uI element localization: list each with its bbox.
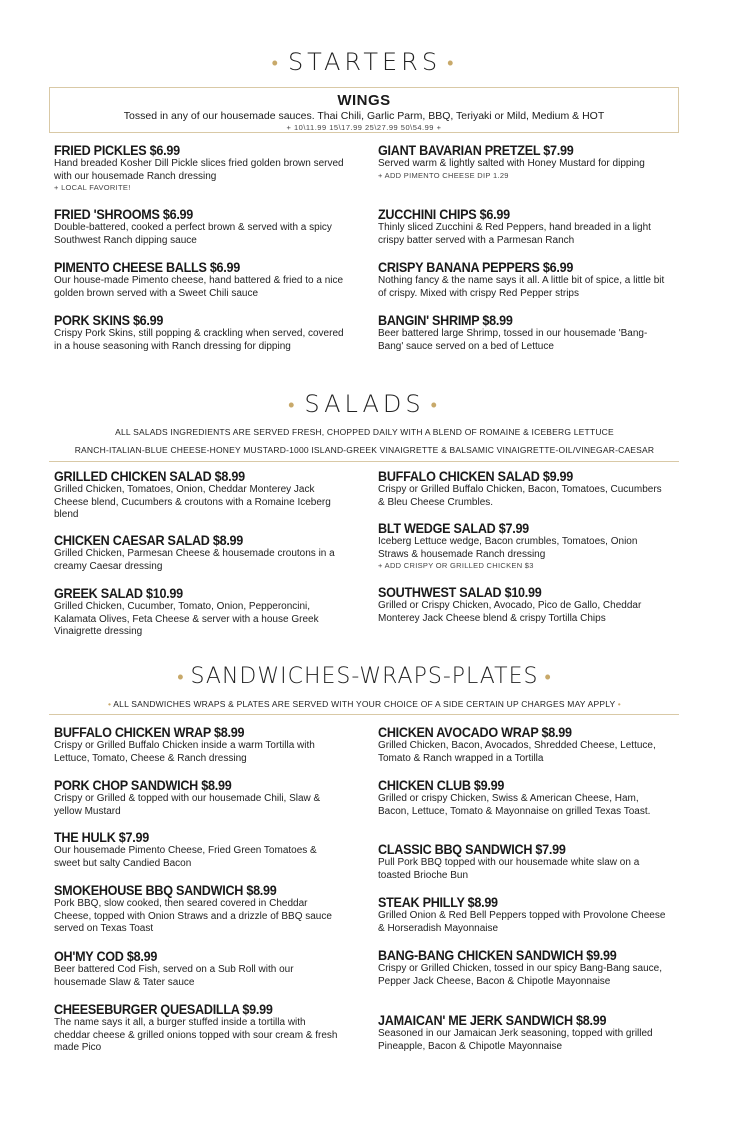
menu-item: [54, 777, 344, 818]
item-description: Crispy or Grilled Buffalo Chicken inside a warm Tortilla with Lettuce, Tomato, Cheese & Ranch dressing: [54, 740, 315, 764]
gold-dot-icon: •: [108, 699, 112, 709]
item-description: Grilled Onion & Red Bell Peppers topped with Provolone Cheese & Horseradish Mayonnaise: [378, 910, 666, 934]
item-description: Iceberg Lettuce wedge, Bacon crumbles, Tomatoes, Onion Straws & housemade Ranch dressing: [378, 536, 638, 560]
menu-item: [54, 829, 344, 870]
item-name: SMOKEHOUSE BBQ SANDWICH $8.99: [54, 882, 277, 898]
item-description: Beer battered large Shrimp, tossed in our housemade 'Bang-Bang' sauce served on a bed of Lettuce: [378, 328, 648, 352]
divider: [49, 714, 679, 715]
starters-title: STARTERS: [287, 48, 442, 76]
sandwiches-heading: [0, 664, 729, 689]
menu-item: [378, 259, 668, 300]
menu-item: [54, 882, 344, 936]
item-name: CHICKEN AVOCADO WRAP $8.99: [378, 724, 572, 740]
divider: [49, 461, 679, 462]
item-description: Double-battered, cooked a perfect brown & served with a spicy Southwest Ranch dipping sauce: [54, 222, 332, 246]
item-description: Crispy or Grilled Buffalo Chicken, Bacon, Tomatoes, Cucumbers & Bleu Cheese Crumbles.: [378, 484, 662, 508]
menu-item: [54, 1001, 344, 1055]
menu-item: [378, 142, 668, 181]
item-name: PIMENTO CHEESE BALLS $6.99: [54, 259, 241, 275]
item-name: CHICKEN CLUB $9.99: [378, 777, 505, 793]
wings-title: WINGS: [337, 92, 391, 109]
wings-description: Tossed in any of our housemade sauces. Thai Chili, Garlic Parm, BBQ, Teriyaki or Mild, Medium & HOT: [123, 110, 605, 122]
item-name: THE HULK $7.99: [54, 829, 149, 845]
item-name: BANGIN' SHRIMP $8.99: [378, 312, 513, 328]
menu-item: [378, 312, 668, 353]
item-description: Crispy or Grilled & topped with our housemade Chili, Slaw & yellow Mustard: [54, 793, 321, 817]
item-description: Grilled Chicken, Tomatoes, Onion, Cheddar Monterey Jack Cheese blend, Cucumbers & croutons with a Romaine Iceberg blend: [54, 484, 331, 520]
item-name: STEAK PHILLY $8.99: [378, 894, 498, 910]
salads-dressings: RANCH-ITALIAN-BLUE CHEESE-HONEY MUSTARD-1000 ISLAND-GREEK VINAIGRETTE & BALSAMIC VINAIGRETTE-OIL/VINEGAR-CAESAR: [74, 445, 655, 455]
item-description: The name says it all, a burger stuffed inside a tortilla with cheddar cheese & grilled onions topped with sour cream & fresh made Pico: [54, 1017, 338, 1053]
item-note: + LOCAL FAVORITE!: [54, 183, 131, 192]
menu-item: [378, 724, 668, 765]
item-name: FRIED 'SHROOMS $6.99: [54, 206, 194, 222]
item-note: + ADD PIMENTO CHEESE DIP 1.29: [378, 170, 509, 180]
item-name: CHICKEN CAESAR SALAD $8.99: [54, 532, 244, 548]
item-description: Beer battered Cod Fish, served on a Sub Roll with our housemade Slaw & Tater sauce: [54, 964, 294, 988]
salads-note: ALL SALADS INGREDIENTS ARE SERVED FRESH, CHOPPED DAILY WITH A BLEND OF ROMAINE & ICEBERG LETTUCE: [115, 427, 614, 437]
menu-item: [378, 206, 668, 247]
menu-item: [378, 520, 668, 571]
gold-dot-icon: •: [288, 394, 299, 416]
gold-dot-icon: •: [617, 699, 621, 709]
item-name: PORK CHOP SANDWICH $8.99: [54, 777, 232, 793]
menu-item: [54, 142, 344, 193]
sandwiches-note: [0, 699, 729, 709]
item-description: Pull Pork BBQ topped with our housemade white slaw on a toasted Brioche Bun: [378, 857, 640, 881]
gold-dot-icon: •: [177, 666, 185, 688]
item-description: Grilled Chicken, Bacon, Avocados, Shredded Cheese, Lettuce, Tomato & Ranch wrapped in a Tortilla: [378, 740, 656, 764]
item-name: JAMAICAN' ME JERK SANDWICH $8.99: [378, 1012, 607, 1028]
item-description: Grilled or crispy Chicken, Swiss & American Cheese, Ham, Bacon, Lettuce, Tomato & Mayonnaise on grilled Texas Toast.: [378, 793, 651, 817]
item-name: GRILLED CHICKEN SALAD $8.99: [54, 468, 245, 484]
wings-box: [49, 87, 679, 133]
item-name: GIANT BAVARIAN PRETZEL $7.99: [378, 142, 574, 158]
item-description: Grilled or Crispy Chicken, Avocado, Pico de Gallo, Cheddar Monterey Jack Cheese blend & crispy Tortilla Chips: [378, 600, 642, 624]
menu-item: [378, 584, 668, 625]
item-description: Crispy Pork Skins, still popping & crackling when served, covered in a house seasoning with Ranch dressing for dipping: [54, 328, 344, 352]
item-name: FRIED PICKLES $6.99: [54, 142, 180, 158]
item-name: OH'MY COD $8.99: [54, 948, 158, 964]
item-name: CLASSIC BBQ SANDWICH $7.99: [378, 841, 566, 857]
menu-item: [54, 312, 344, 353]
item-name: CRISPY BANANA PEPPERS $6.99: [378, 259, 574, 275]
item-name: CHEESEBURGER QUESADILLA $9.99: [54, 1001, 273, 1017]
gold-dot-icon: •: [544, 666, 552, 688]
menu-item: [54, 585, 344, 639]
item-name: PORK SKINS $6.99: [54, 312, 164, 328]
item-description: Nothing fancy & the name says it all. A little bit of spice, a little bit of crispy. Mixed with crispy Red Pepper strips: [378, 275, 665, 299]
menu-item: [54, 948, 344, 989]
starters-heading: [0, 48, 729, 76]
menu-item: [378, 777, 668, 818]
salads-title: SALADS: [304, 390, 425, 418]
item-description: Seasoned in our Jamaican Jerk seasoning, topped with grilled Pineapple, Bacon & Chipotle Mayonnaise: [378, 1028, 653, 1052]
item-name: GREEK SALAD $10.99: [54, 585, 183, 601]
menu-item: [54, 532, 344, 573]
item-name: BLT WEDGE SALAD $7.99: [378, 520, 529, 536]
item-description: Pork BBQ, slow cooked, then seared covered in Cheddar Cheese, topped with Onion Straws and a drizzle of BBQ sauce served on Texas Toast: [54, 898, 332, 934]
menu-item: [54, 724, 344, 765]
menu-item: [378, 1012, 668, 1053]
menu-item: [54, 259, 344, 300]
gold-dot-icon: •: [447, 52, 458, 74]
item-description: Grilled Chicken, Cucumber, Tomato, Onion, Pepperoncini, Kalamata Olives, Feta Cheese & server with a house Greek Vinaigrette dressing: [54, 601, 319, 637]
sandwiches-note-text: ALL SANDWICHES WRAPS & PLATES ARE SERVED WITH YOUR CHOICE OF A SIDE CERTAIN UP CHARGES MAY APPLY: [113, 699, 616, 709]
salads-heading: [0, 390, 729, 418]
sandwiches-title: SANDWICHES-WRAPS-PLATES: [190, 664, 539, 689]
item-name: SOUTHWEST SALAD $10.99: [378, 584, 542, 600]
item-name: BANG-BANG CHICKEN SANDWICH $9.99: [378, 947, 617, 963]
item-description: Our housemade Pimento Cheese, Fried Green Tomatoes & sweet but salty Candied Bacon: [54, 845, 317, 869]
gold-dot-icon: •: [430, 394, 441, 416]
menu-item: [54, 206, 344, 247]
wings-prices: + 10\11.99 15\17.99 25\27.99 50\54.99 +: [286, 123, 442, 132]
item-description: Thinly sliced Zucchini & Red Peppers, hand breaded in a light crispy batter served with a Parmesan Ranch: [378, 222, 651, 246]
menu-item: [378, 894, 668, 935]
item-name: BUFFALO CHICKEN SALAD $9.99: [378, 468, 574, 484]
item-description: Grilled Chicken, Parmesan Cheese & housemade croutons in a creamy Caesar dressing: [54, 548, 335, 572]
item-note: + ADD CRISPY OR GRILLED CHICKEN $3: [378, 561, 534, 570]
item-description: Hand breaded Kosher Dill Pickle slices fried golden brown served with our housemade Ranch dressing: [54, 158, 344, 182]
item-description: Crispy or Grilled Chicken, tossed in our spicy Bang-Bang sauce, Pepper Jack Cheese, Bacon & Chipotle Mayonnaise: [378, 963, 663, 987]
item-name: BUFFALO CHICKEN WRAP $8.99: [54, 724, 245, 740]
menu-item: [378, 468, 668, 509]
item-description: Our house-made Pimento cheese, hand battered & fried to a nice golden brown served with a Sweet Chili sauce: [54, 275, 344, 299]
gold-dot-icon: •: [271, 52, 282, 74]
menu-item: [378, 947, 668, 988]
item-name: ZUCCHINI CHIPS $6.99: [378, 206, 510, 222]
menu-item: [54, 468, 344, 522]
item-description: Served warm & lightly salted with Honey Mustard for dipping: [378, 158, 645, 169]
menu-item: [378, 841, 668, 882]
